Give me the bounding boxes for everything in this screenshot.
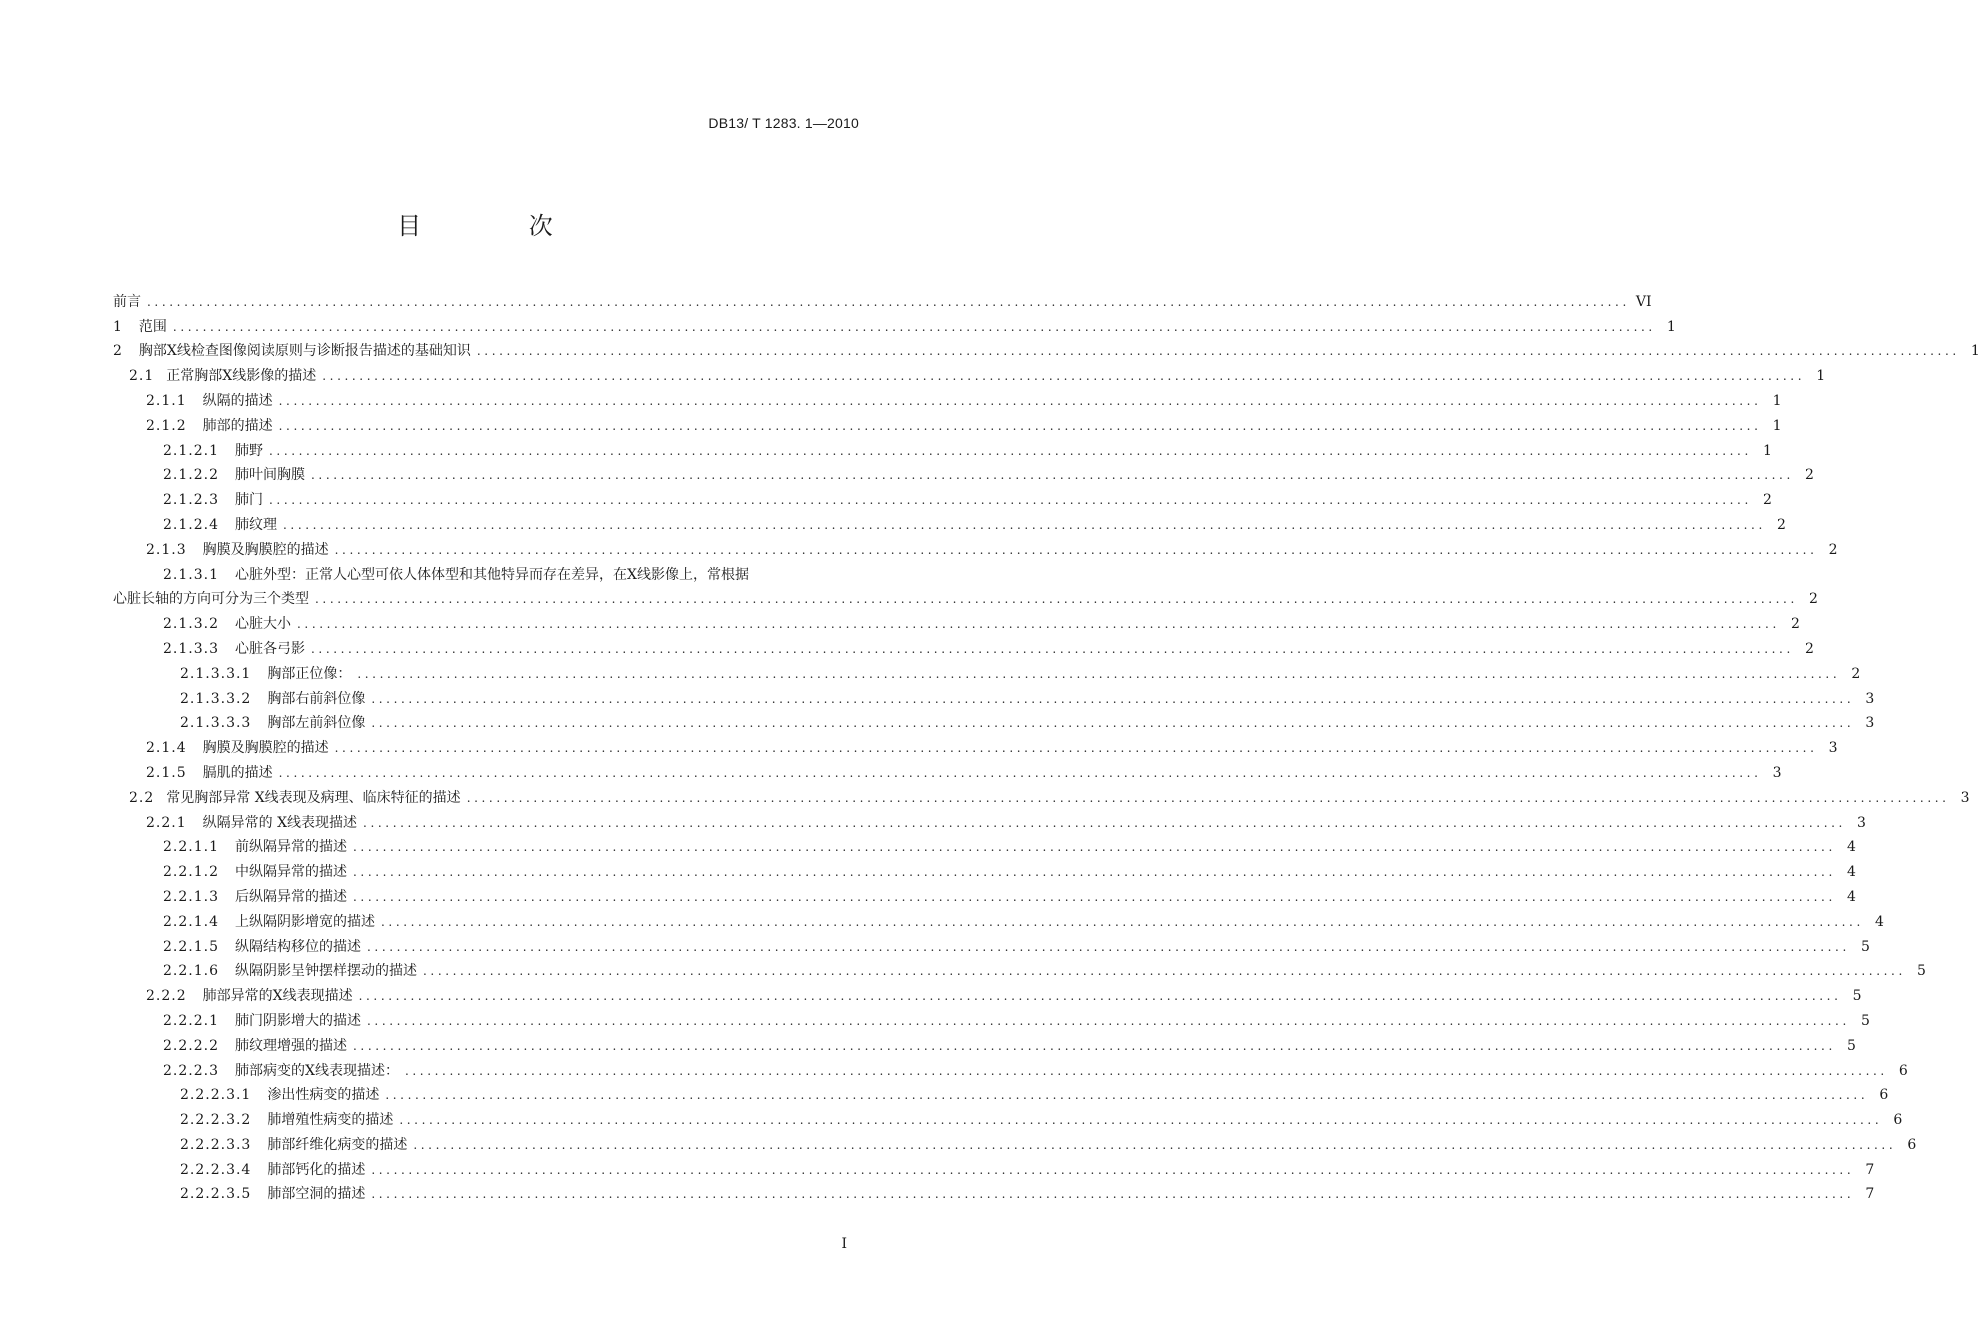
toc-leader-dots: ........................................................................................................................................................................................................ — [172, 319, 1656, 334]
toc-entry-page: 3 — [1857, 814, 1866, 831]
toc-entry[interactable] — [113, 980, 1862, 1005]
toc-entry-number: 2.1.3.3.2 — [180, 690, 252, 707]
toc-entry-page: 4 — [1846, 839, 1856, 856]
toc-leader-dots: ........................................................................................................................................................................................................ — [404, 1063, 1888, 1078]
toc-entry-page: 2 — [1776, 516, 1786, 533]
toc-entry-page: 1 — [1666, 318, 1676, 335]
toc-entry-text: 前纵隔异常的描述 — [234, 839, 347, 856]
table-of-contents — [113, 286, 1980, 1203]
toc-entry-number: 2.1.2.4 — [163, 516, 219, 533]
toc-leader-dots: ........................................................................................................................................................................................................ — [380, 914, 1864, 929]
toc-entry-page: 4 — [1846, 888, 1856, 905]
toc-leader-dots: ........................................................................................................................................................................................................ — [357, 666, 1841, 681]
toc-entry-page: 5 — [1846, 1037, 1856, 1054]
toc-entry-text: 后纵隔异常的描述 — [234, 888, 347, 905]
toc-entry-text: 心脏外型：正常人心型可依人体体型和其他特异而存在差异，在X线影像上，常根据 — [234, 566, 749, 583]
toc-entry-page: 2 — [1790, 616, 1800, 633]
toc-entry-text: 纵隔结构移位的描述 — [234, 938, 361, 955]
toc-leader-dots: ........................................................................................................................................................................................................ — [278, 765, 1762, 780]
toc-entry[interactable] — [113, 1104, 1903, 1129]
toc-leader-dots: ........................................................................................................................................................................................................ — [371, 1162, 1855, 1177]
toc-entry-number: 2.2.1.2 — [163, 864, 219, 881]
toc-entry-number: 2.1.3.3.1 — [180, 665, 252, 682]
toc-leader-dots: ........................................................................................................................................................................................................ — [363, 815, 1846, 830]
toc-leader-dots: ........................................................................................................................................................................................................ — [310, 468, 1794, 483]
toc-leader-dots: ........................................................................................................................................................................................................ — [352, 889, 1836, 904]
toc-entry-page: 5 — [1916, 963, 1926, 980]
toc-entry-text: 常见胸部异常 X线表现及病理、临床特征的描述 — [166, 789, 461, 806]
toc-entry-page: 6 — [1893, 1112, 1903, 1129]
toc-entry-text: 心脏大小 — [234, 616, 291, 633]
toc-entry-number: 2.1.2.1 — [163, 442, 219, 459]
toc-leader-dots: ........................................................................................................................................................................................................ — [371, 716, 1855, 731]
toc-entry-text: 渗出性病变的描述 — [267, 1087, 380, 1104]
toc-entry-text: 心脏各弓影 — [234, 640, 305, 657]
toc-entry-page: 2 — [1808, 591, 1818, 608]
toc-entry[interactable] — [113, 956, 1926, 981]
toc-entry[interactable] — [113, 385, 1782, 410]
toc-entry-page: 1 — [1762, 442, 1772, 459]
toc-entry-number: 2.2.1.5 — [163, 938, 219, 955]
toc-entry[interactable] — [113, 832, 1856, 857]
toc-leader-dots: ........................................................................................................................................................................................................ — [352, 1038, 1836, 1053]
toc-entry-text: 肺部病变的X线表现描述： — [234, 1062, 399, 1079]
toc-entry-text: 肺叶间胸膜 — [234, 467, 305, 484]
toc-entry[interactable] — [113, 484, 1772, 509]
toc-entry-page: 3 — [1865, 690, 1875, 707]
toc-entry-number: 2.2.2.3.2 — [180, 1112, 252, 1129]
toc-entry-wrapped-line[interactable] — [113, 559, 851, 584]
toc-entry-page: 4 — [1874, 913, 1884, 930]
toc-entry-page: 4 — [1846, 864, 1856, 881]
toc-entry-number: 2.2.2.3.3 — [180, 1136, 252, 1153]
toc-entry-number: 2 — [113, 343, 123, 360]
toc-leader-dots: ........................................................................................................................................................................................................ — [296, 617, 1780, 632]
toc-entry[interactable] — [113, 1129, 1917, 1154]
toc-entry[interactable] — [113, 534, 1838, 559]
toc-entry-number: 2.1.2 — [146, 417, 187, 434]
toc-entry[interactable] — [113, 311, 1676, 336]
toc-entry[interactable] — [113, 1179, 1875, 1204]
toc-leader-dots: ........................................................................................................................................................................................................ — [366, 1013, 1850, 1028]
toc-entry-number: 2.2.1 — [146, 814, 187, 831]
document-code: DB13/ T 1283. 1—2010 — [708, 115, 859, 131]
toc-entry-text: 肺野 — [234, 442, 263, 459]
toc-entry-number: 2.1.3 — [146, 541, 187, 558]
toc-leader-dots: ........................................................................................................................................................................................................ — [358, 989, 1842, 1004]
toc-leader-dots: ........................................................................................................................................................................................................ — [352, 840, 1836, 855]
toc-entry-page: 5 — [1860, 938, 1870, 955]
toc-entry-number: 2.1.3.3.3 — [180, 715, 252, 732]
toc-entry[interactable] — [113, 881, 1856, 906]
toc-entry-number: 2.1.5 — [146, 764, 187, 781]
toc-entry-page: 6 — [1907, 1136, 1917, 1153]
toc-entry-number: 2.2.2.3 — [163, 1062, 219, 1079]
toc-entry-page: 3 — [1865, 715, 1875, 732]
toc-leader-dots: ........................................................................................................................................................................................................ — [310, 641, 1794, 656]
toc-entry[interactable] — [113, 1055, 1908, 1080]
toc-entry-number: 2.1.3.3 — [163, 640, 219, 657]
toc-entry-page: 1 — [1772, 417, 1782, 434]
toc-entry-number: 2.1 — [129, 368, 155, 385]
toc-entry-number: 1 — [113, 318, 123, 335]
page-number: I — [841, 1236, 847, 1252]
toc-entry-text: 中纵隔异常的描述 — [234, 864, 347, 881]
toc-entry-page: 2 — [1804, 640, 1814, 657]
toc-entry-number: 2.2.1.3 — [163, 888, 219, 905]
toc-entry-number: 2.2.2 — [146, 988, 187, 1005]
toc-entry[interactable] — [113, 658, 1861, 683]
toc-entry-page: 6 — [1879, 1087, 1889, 1104]
toc-entry-text: 肺部钙化的描述 — [267, 1161, 366, 1178]
toc-entry[interactable] — [113, 807, 1866, 832]
toc-entry-page: VI — [1635, 293, 1652, 310]
toc-entry-number: 2.2.1.1 — [163, 839, 219, 856]
toc-entry-text: 胸部X线检查图像阅读原则与诊断报告描述的基础知识 — [138, 343, 471, 360]
toc-entry[interactable] — [113, 1080, 1889, 1105]
toc-entry-text: 肺纹理增强的描述 — [234, 1037, 347, 1054]
toc-entry-number: 2.1.3.1 — [163, 566, 219, 583]
toc-leader-dots: ........................................................................................................................................................................................................ — [268, 493, 1752, 508]
toc-entry-number: 2.1.3.2 — [163, 616, 219, 633]
toc-entry-page: 2 — [1828, 541, 1838, 558]
toc-entry-number: 2.1.1 — [146, 392, 187, 409]
toc-leader-dots: ........................................................................................................................................................................................................ — [366, 939, 1850, 954]
toc-leader-dots: ........................................................................................................................................................................................................ — [371, 691, 1855, 706]
toc-entry-text: 纵隔阴影呈钟摆样摆动的描述 — [234, 963, 417, 980]
toc-entry-number: 2.2 — [129, 789, 155, 806]
toc-entry[interactable] — [113, 286, 1652, 311]
toc-entry-text: 肺门 — [234, 492, 263, 509]
toc-entry-page: 2 — [1851, 665, 1861, 682]
toc-leader-dots: ........................................................................................................................................................................................................ — [334, 542, 1818, 557]
toc-leader-dots: ........................................................................................................................................................................................................ — [466, 790, 1950, 805]
toc-entry-page: 1 — [1816, 368, 1826, 385]
toc-entry-page: 5 — [1852, 988, 1862, 1005]
toc-entry-text: 前言 — [113, 293, 141, 310]
toc-entry-page: 3 — [1772, 764, 1782, 781]
toc-entry-number: 2.2.2.3.4 — [180, 1161, 252, 1178]
toc-leader-dots: ........................................................................................................................................................................................................ — [282, 517, 1766, 532]
toc-entry[interactable] — [113, 435, 1772, 460]
toc-entry-text: 膈肌的描述 — [202, 764, 273, 781]
toc-entry-number: 2.2.1.4 — [163, 913, 219, 930]
toc-entry-text: 肺门阴影增大的描述 — [234, 1012, 361, 1029]
toc-entry-page: 7 — [1865, 1161, 1875, 1178]
toc-leader-dots: ........................................................................................................................................................................................................ — [322, 369, 1806, 384]
toc-entry[interactable] — [113, 1005, 1870, 1030]
toc-entry-text: 胸膜及胸膜腔的描述 — [202, 740, 329, 757]
toc-entry-page: 5 — [1860, 1012, 1870, 1029]
toc-entry-text: 胸部正位像： — [267, 665, 352, 682]
toc-entry[interactable] — [113, 683, 1875, 708]
toc-entry-text: 肺纹理 — [234, 516, 277, 533]
toc-leader-dots: ........................................................................................................................................................................................................ — [385, 1088, 1869, 1103]
toc-entry-number: 2.2.1.6 — [163, 963, 219, 980]
toc-entry[interactable] — [113, 708, 1875, 733]
toc-leader-dots: ........................................................................................................................................................................................................ — [476, 344, 1960, 359]
toc-entry-number: 2.1.2.3 — [163, 492, 219, 509]
toc-entry-text: 肺增殖性病变的描述 — [267, 1112, 394, 1129]
toc-entry-page: 3 — [1828, 740, 1838, 757]
toc-entry[interactable] — [113, 584, 1818, 609]
toc-entry-text: 纵隔的描述 — [202, 392, 273, 409]
toc-leader-dots: ........................................................................................................................................................................................................ — [278, 418, 1762, 433]
toc-entry-text: 上纵隔阴影增宽的描述 — [234, 913, 375, 930]
toc-leader-dots: ........................................................................................................................................................................................................ — [352, 865, 1836, 880]
toc-entry[interactable] — [113, 1154, 1875, 1179]
toc-entry-number: 2.1.2.2 — [163, 467, 219, 484]
toc-entry[interactable] — [113, 732, 1838, 757]
toc-entry-number: 2.2.2.3.1 — [180, 1087, 252, 1104]
toc-leader-dots: ........................................................................................................................................................................................................ — [371, 1187, 1855, 1202]
toc-entry-text: 范围 — [138, 318, 167, 335]
toc-entry-text: 肺部空洞的描述 — [267, 1186, 366, 1203]
toc-entry-text: 胸膜及胸膜腔的描述 — [202, 541, 329, 558]
toc-leader-dots: ........................................................................................................................................................................................................ — [147, 294, 1630, 309]
toc-entry[interactable] — [113, 608, 1800, 633]
toc-entry-number: 2.1.4 — [146, 740, 187, 757]
toc-leader-dots: ........................................................................................................................................................................................................ — [268, 443, 1752, 458]
toc-entry[interactable] — [113, 410, 1782, 435]
toc-entry-page: 2 — [1804, 467, 1814, 484]
toc-entry-page: 1 — [1970, 343, 1980, 360]
toc-entry[interactable] — [113, 509, 1786, 534]
toc-leader-dots: ........................................................................................................................................................................................................ — [334, 741, 1818, 756]
toc-entry-page: 3 — [1960, 789, 1970, 806]
toc-leader-dots: ........................................................................................................................................................................................................ — [278, 393, 1762, 408]
toc-entry[interactable] — [113, 782, 1970, 807]
toc-entry-text: 正常胸部X线影像的描述 — [166, 368, 317, 385]
toc-entry-page: 2 — [1762, 492, 1772, 509]
toc-entry[interactable] — [113, 856, 1856, 881]
toc-entry[interactable] — [113, 906, 1884, 931]
toc-leader-dots: ........................................................................................................................................................................................................ — [413, 1137, 1897, 1152]
toc-entry-text: 纵隔异常的 X线表现描述 — [202, 814, 358, 831]
toc-entry-number: 2.2.2.1 — [163, 1012, 219, 1029]
toc-entry-text: 肺部纤维化病变的描述 — [267, 1136, 408, 1153]
toc-entry[interactable] — [113, 757, 1782, 782]
toc-leader-dots: ........................................................................................................................................................................................................ — [315, 592, 1798, 607]
toc-leader-dots: ........................................................................................................................................................................................................ — [422, 964, 1906, 979]
toc-entry-text: 胸部右前斜位像 — [267, 690, 366, 707]
toc-entry[interactable] — [113, 931, 1870, 956]
toc-entry-text: 肺部异常的X线表现描述 — [202, 988, 353, 1005]
toc-entry-number: 2.2.2.3.5 — [180, 1186, 252, 1203]
toc-entry-page: 7 — [1865, 1186, 1875, 1203]
toc-entry[interactable] — [113, 336, 1980, 361]
toc-entry-page: 6 — [1898, 1062, 1908, 1079]
toc-entry-text-continued: 心脏长轴的方向可分为三个类型 — [113, 591, 309, 608]
toc-entry[interactable] — [113, 1030, 1856, 1055]
page-title: 目 次 — [397, 212, 603, 240]
toc-entry[interactable] — [113, 460, 1814, 485]
toc-entry[interactable] — [113, 633, 1814, 658]
toc-entry-text: 肺部的描述 — [202, 417, 273, 434]
toc-entry-text: 胸部左前斜位像 — [267, 715, 366, 732]
toc-entry-number: 2.2.2.2 — [163, 1037, 219, 1054]
toc-leader-dots: ........................................................................................................................................................................................................ — [399, 1113, 1883, 1128]
toc-entry-page: 1 — [1772, 392, 1782, 409]
toc-entry[interactable] — [113, 360, 1826, 385]
